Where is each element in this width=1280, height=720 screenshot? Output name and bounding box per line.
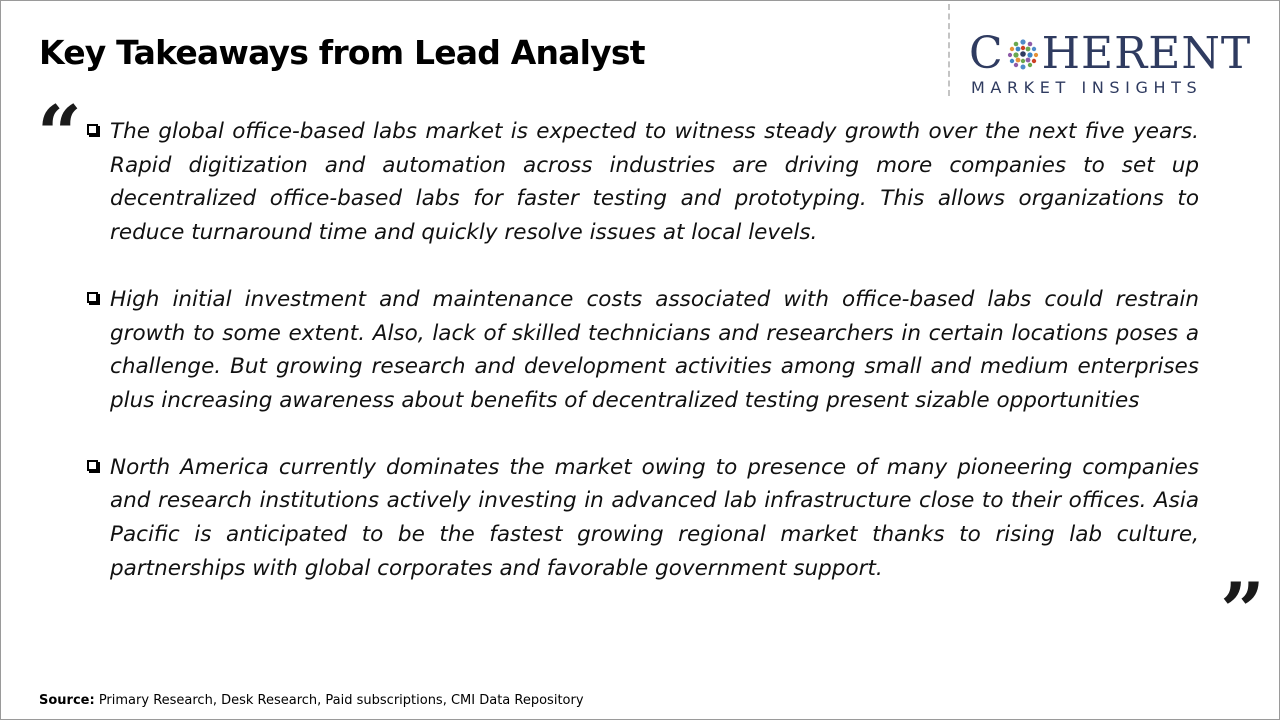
takeaway-item <box>86 283 1199 418</box>
takeaway-text: The global office-based labs market is expected to witness steady growth over the next five years. Rapid digitization and automation across industries are driving more companies to set up decentralized office-based labs for faster testing and prototyping. This allows organizations to reduce turnaround time and quickly resolve issues at local levels. <box>110 119 1199 246</box>
logo-letter-c: C <box>969 28 1004 79</box>
logo-letters-herent: HERENT <box>1041 28 1252 79</box>
checkbox-bullet-icon <box>87 460 98 471</box>
brand-logo <box>969 30 1261 98</box>
checkbox-bullet-icon <box>87 124 98 135</box>
takeaway-text: North America currently dominates the market owing to presence of many pioneering companies and research institutions actively investing in advanced lab infrastructure close to their offices. Asia Pacific is anticipated to be the fastest growing regional market thanks to rising lab culture, partnerships with global corporates and favorable government support. <box>110 454 1199 581</box>
takeaway-item <box>86 451 1199 586</box>
source-label: Source: <box>39 693 95 708</box>
open-quote-icon: “ <box>37 89 82 180</box>
takeaway-text: High initial investment and maintenance costs associated with office-based labs could restrain growth to some extent. Also, lack of skilled technicians and researchers in certain locations poses a challenge. But growing research and development activities among small and medium enterprises plus increasing awareness about benefits of decentralized testing present sizable opportunities <box>110 286 1199 413</box>
logo-wordmark <box>969 30 1251 78</box>
checkbox-bullet-icon <box>87 292 98 303</box>
globe-icon <box>1005 36 1041 72</box>
takeaway-item <box>86 115 1199 250</box>
takeaways-list <box>86 115 1199 618</box>
header-divider <box>948 4 950 96</box>
logo-tagline: MARKET INSIGHTS <box>971 78 1203 97</box>
source-text: Primary Research, Desk Research, Paid subscriptions, CMI Data Repository <box>94 693 584 708</box>
page-title: Key Takeaways from Lead Analyst <box>39 33 645 72</box>
close-quote-icon: ” <box>1220 566 1265 657</box>
source-note <box>39 693 584 708</box>
